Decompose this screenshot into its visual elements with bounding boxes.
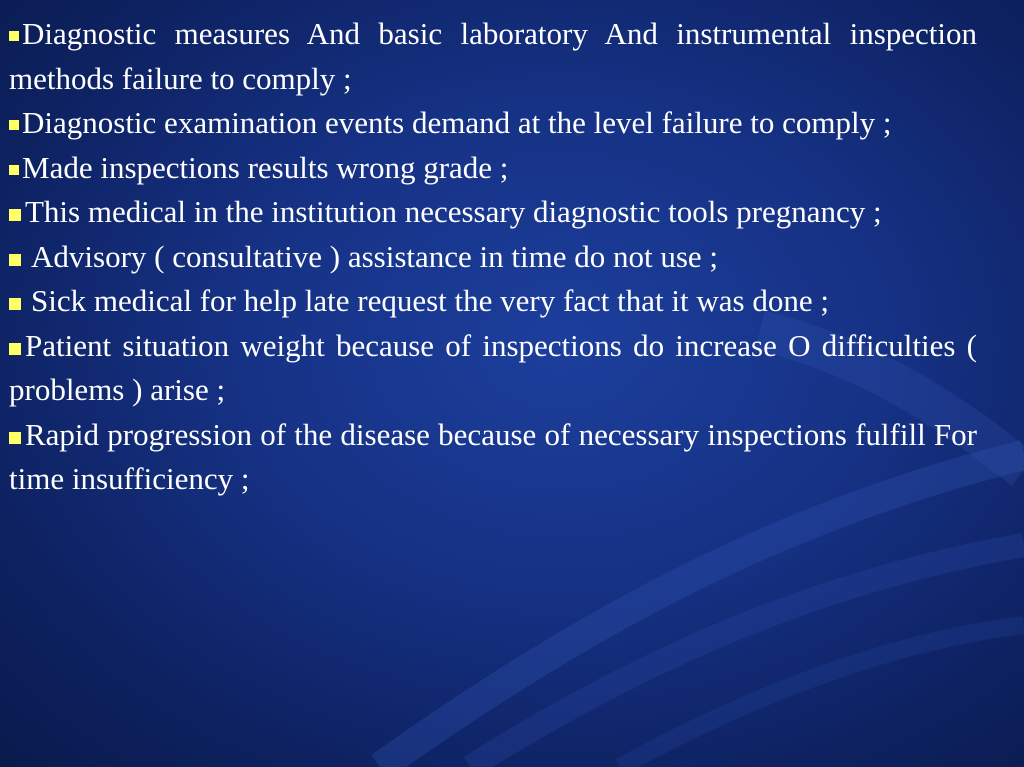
bullet-item-5 xyxy=(9,235,977,280)
bullet-square-icon xyxy=(9,254,21,266)
bullet-square-icon xyxy=(9,432,21,444)
bullet-text: Made inspections results wrong grade ; xyxy=(22,149,509,185)
bullet-text: Diagnostic measures And basic laboratory And instrumental inspection methods failure to comply ; xyxy=(9,16,977,96)
bullet-text: This medical in the institution necessary diagnostic tools pregnancy ; xyxy=(25,194,882,229)
bullet-item-1 xyxy=(9,12,977,101)
bullet-square-icon xyxy=(9,298,21,310)
bullet-square-icon xyxy=(9,120,19,130)
bullet-text: Rapid progression of the disease because of necessary inspections fulfill For time insufficiency ; xyxy=(9,416,977,496)
bullet-square-icon xyxy=(9,343,21,355)
bullet-text: Diagnostic examination events demand at the level failure to comply ; xyxy=(22,105,892,140)
bullet-text: Patient situation weight because of inspections do increase O difficulties ( problems ) arise ; xyxy=(9,327,977,407)
bullet-item-4 xyxy=(9,190,977,235)
bullet-item-2 xyxy=(9,101,977,146)
bullet-item-6 xyxy=(9,279,977,324)
bullet-list xyxy=(9,12,977,502)
bullet-square-icon xyxy=(9,165,19,175)
bullet-item-7 xyxy=(9,324,977,413)
bullet-square-icon xyxy=(9,31,19,41)
bullet-item-8 xyxy=(9,413,977,502)
bullet-square-icon xyxy=(9,209,21,221)
bullet-text: Sick medical for help late request the very fact that it was done ; xyxy=(31,283,829,318)
bullet-text: Advisory ( consultative ) assistance in time do not use ; xyxy=(31,238,719,274)
bullet-item-3 xyxy=(9,146,977,191)
